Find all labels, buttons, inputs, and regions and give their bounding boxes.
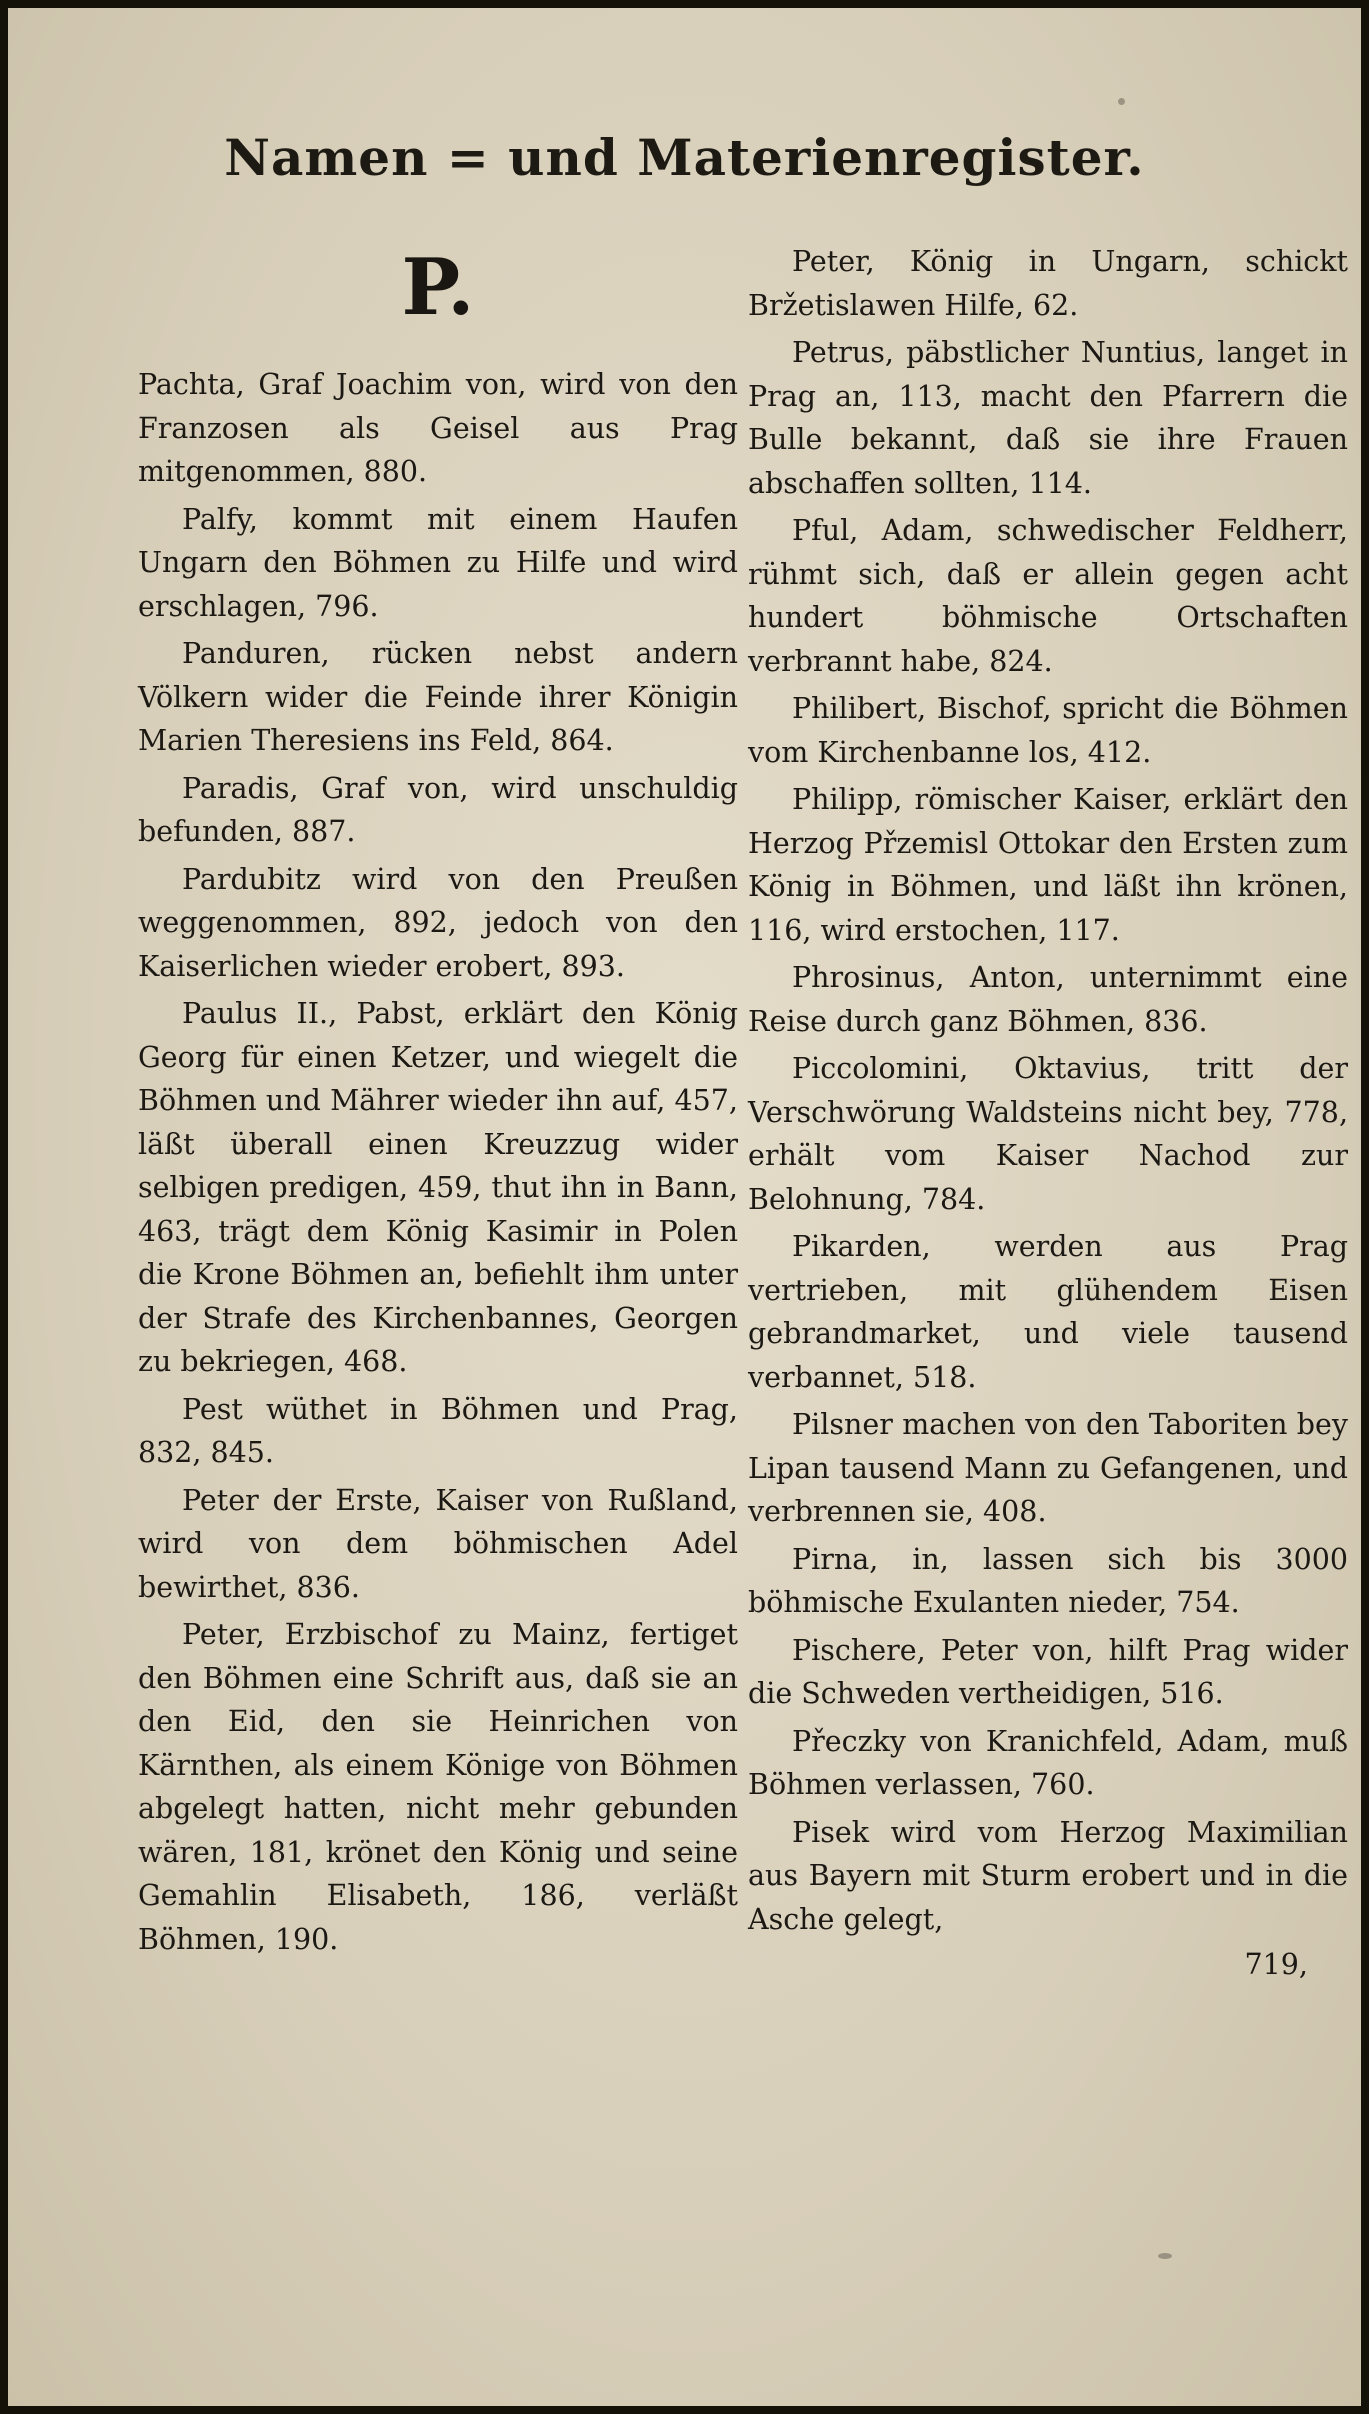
index-entry: Philibert, Bischof, spricht die Böhmen vom Kirchenbanne los, 412. — [748, 692, 1348, 769]
index-entry: Paulus II., Pabst, erklärt den König Georg für einen Ketzer, und wiegelt die Böhmen und Mährer wieder ihn auf, 457, läßt überall einen Kreuzzug wider selbigen predigen, 459, thut ihn in Bann, 463, trägt dem König Kasimir in Polen die Krone Böhmen an, befiehlt ihm unter der Strafe des Kirchenbannes, Georgen zu bekriegen, 468. — [138, 997, 738, 1378]
index-entry: Pilsner machen von den Taboriten bey Lipan tausend Mann zu Gefangenen, und verbrennen sie, 408. — [748, 1408, 1348, 1528]
page-header: Namen = und Materienregister. — [224, 128, 1145, 187]
left-column — [138, 233, 738, 1965]
index-entry: Pirna, in, lassen sich bis 3000 böhmische Exulanten nieder, 754. — [748, 1542, 1348, 1619]
section-letter: P. — [401, 242, 475, 333]
index-entry: Přeczky von Kranichfeld, Adam, muß Böhmen verlassen, 760. — [748, 1724, 1348, 1801]
index-entry: Pischere, Peter von, hilft Prag wider die Schweden vertheidigen, 516. — [748, 1633, 1348, 1710]
index-entry: Piccolomini, Oktavius, tritt der Verschwörung Waldsteins nicht bey, 778, erhält vom Kaiser Nachod zur Belohnung, 784. — [748, 1052, 1348, 1216]
index-entry: Panduren, rücken nebst andern Völkern wider die Feinde ihrer Königin Marien Theresiens ins Feld, 864. — [138, 637, 738, 757]
paper-speck — [1158, 2253, 1172, 2259]
continuation-page-number: 719, — [1244, 1948, 1308, 1981]
index-entry: Pachta, Graf Joachim von, wird von den Franzosen als Geisel aus Prag mitgenommen, 880. — [138, 368, 738, 488]
index-entry: Pest wüthet in Böhmen und Prag, 832, 845. — [138, 1392, 738, 1469]
index-entry: Pikarden, werden aus Prag vertrieben, mit glühendem Eisen gebrandmarket, und viele tausend verbannet, 518. — [748, 1230, 1348, 1394]
index-entry: Philipp, römischer Kaiser, erklärt den Herzog Přzemisl Ottokar den Ersten zum König in Böhmen, und läßt ihn krönen, 116, wird erstochen, 117. — [748, 783, 1348, 947]
index-entry: Pful, Adam, schwedischer Feldherr, rühmt sich, daß er allein gegen acht hundert böhmische Ortschaften verbrannt habe, 824. — [748, 514, 1348, 678]
index-entry: Paradis, Graf von, wird unschuldig befunden, 887. — [138, 771, 738, 848]
index-entry: Phrosinus, Anton, unternimmt eine Reise durch ganz Böhmen, 836. — [748, 961, 1348, 1038]
index-entry: Pisek wird vom Herzog Maximilian aus Bayern mit Sturm erobert und in die Asche gelegt, — [748, 1815, 1348, 1936]
index-entry: Palfy, kommt mit einem Haufen Ungarn den Böhmen zu Hilfe und wird erschlagen, 796. — [138, 502, 738, 623]
index-entry: Peter, Erzbischof zu Mainz, fertiget den Böhmen eine Schrift aus, daß sie an den Eid, den sie Heinrichen von Kärnthen, als einem Könige von Böhmen abgelegt hatten, nicht mehr gebunden wären, 181, krönet den König und seine Gemahlin Elisabeth, 186, verläßt Böhmen, 190. — [138, 1618, 738, 1956]
index-entry: Pardubitz wird von den Preußen weggenommen, 892, jedoch von den Kaiserlichen wieder erobert, 893. — [138, 862, 738, 983]
book-page — [8, 8, 1361, 2406]
paper-speck — [1118, 98, 1125, 105]
right-column — [748, 240, 1348, 1985]
index-entry: Peter, König in Ungarn, schickt Bržetislawen Hilfe, 62. — [748, 245, 1348, 322]
index-entry: Petrus, päbstlicher Nuntius, langet in Prag an, 113, macht den Pfarrern die Bulle bekannt, daß sie ihre Frauen abschaffen sollten, 114. — [748, 336, 1348, 500]
index-entry: Peter der Erste, Kaiser von Rußland, wird von dem böhmischen Adel bewirthet, 836. — [138, 1483, 738, 1604]
